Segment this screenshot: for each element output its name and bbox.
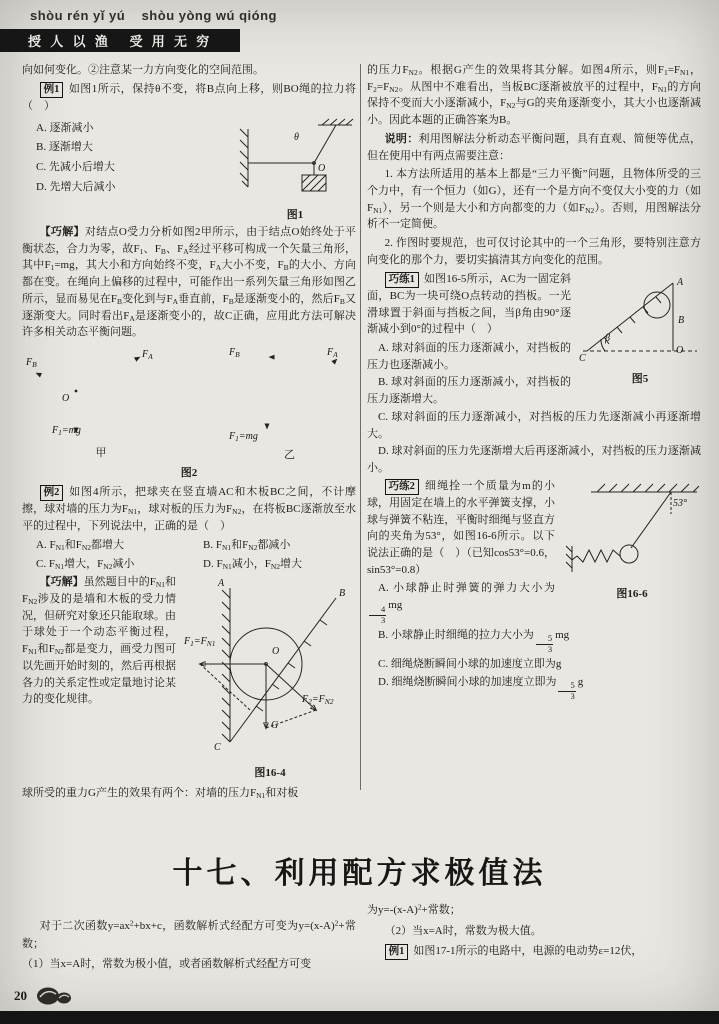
publisher-logo-icon <box>36 986 72 1011</box>
figure-2-jia <box>26 345 176 463</box>
qiaolian2-text: 细绳拴一个质量为m的小球，用固定在墙上的水平弹簧支撑，小球与弹簧不粘连，平衡时细绳与竖直方向的夹角为53°，如图16-6所示。以下说法正确的是（ ）（已知cos53°=0.6，sin53°=0.8） <box>367 479 555 576</box>
figure-16-4-caption: 图16-4 <box>254 767 286 779</box>
figure-16-5-o-label: O <box>676 344 684 356</box>
qiaolian1-option-b: B. 球对斜面的压力逐渐减小，对挡板的压力逐渐增大。 <box>367 376 571 406</box>
qiaolian2-option-b: B. 小球静止时细绳的拉力大小为 $\frac{5}{3}$ mg <box>378 628 570 655</box>
figure-16-6 <box>563 480 701 603</box>
example2-text: 如图4所示，把球夹在竖直墙AC和木板BC之间，不计摩擦，球对墙的压力为$F_{N1}$，球对板的压力为$F_{N2}$，在将板BC逐渐放至水平的过程中，下列说法中，正确的是（ ） <box>22 486 356 533</box>
qiaolian2-tag: 巧练2 <box>385 479 419 495</box>
qiaolian2-option-c: C. 细绳烧断瞬间小球的加速度立即为g <box>378 657 562 670</box>
figure-16-4-c-label: C <box>214 742 221 754</box>
example2-option-c: C. $F_{N1}$增大，$F_{N2}$减小 <box>36 557 135 571</box>
qiaojie2-block <box>22 574 356 779</box>
figure-2 <box>22 345 356 463</box>
figure-2-jia-drawing <box>26 345 176 439</box>
example2-tag: 例2 <box>40 485 64 501</box>
figure-16-5-caption: 图5 <box>631 373 649 386</box>
qiaolian1-option-d: D. 球对斜面的压力先逐渐增大后再逐渐减小，对挡板的压力逐渐减小。 <box>367 445 701 474</box>
note1-paragraph: 1. 本方法所适用的基本上都是“三力平衡”问题，且物体所受的三个力中，有一个恒力（如G），还有一个是方向不变仅大小变的力（如$F_{N1}$），另一个则是大小和方向都变的力（如$F_{N2}$）。否则，用图解法分析不一定简便。 <box>367 168 702 231</box>
figure-2-o-label: O <box>62 393 70 405</box>
section2-example1-tag: 例1 <box>385 944 409 960</box>
figure-2-fb-label: $F_B$ <box>26 357 37 369</box>
figure-1 <box>234 117 356 224</box>
example1-option-d: D. 先增大后减小 <box>36 180 116 193</box>
left-last-paragraph: 球所受的重力G产生的效果有两个：对墙的压力$F_{N1}$和对板 <box>22 786 299 800</box>
figure-16-4-drawing <box>184 576 356 758</box>
case1-paragraph: （1）当x=A时，常数为极小值，或者函数解析式经配方可变 <box>22 958 312 971</box>
figure-16-4-b-label: B <box>339 588 346 600</box>
example1-option-a: A. 逐渐减小 <box>36 121 94 134</box>
example1-paragraph <box>22 81 356 115</box>
figure-2-f1mg-label: $F_1=mg$ <box>52 425 81 437</box>
qiaojie1-paragraph: 【巧解】对结点O受力分析如图2甲所示，由于结点O始终处于平衡状态，合力为零，故$F_1$、$F_B$、$F_A$经过平移可构成一个矢量三角形，其中$F_1=mg$，其大小和方向始终不变，$F_A$大小不变，$F_B$的大小、方向都在变。在绳向上偏移的过程中，可能作出一系列矢量三角形如图乙所示，显而易见在$F_B$变化到与$F_A$垂直前，$F_B$是逐渐变小的，然后$F_B$又逐渐变大。同时看出$F_A$是逐渐变小的，故C正确，应用此方法可解决许多相关动态平衡问题。 <box>22 226 357 339</box>
example1-options <box>22 117 234 224</box>
figure-1-point-o-label: O <box>318 162 326 174</box>
header-pinyin: shòu rén yǐ yú shòu yòng wú qióng <box>30 8 277 23</box>
column-divider-rule <box>360 64 361 790</box>
qiaolian1-text: 如图16-5所示，AC为一固定斜面，BC为一块可绕O点转动的挡板。一光滑球置于斜面与挡板之间，当β角由90°逐渐减小到0°的过程中（ ） <box>367 272 571 336</box>
figure-2-fa2-label: $F_A$ <box>327 347 338 359</box>
example2-option-a: A. $F_{N1}$和$F_{N2}$都增大 <box>36 538 125 552</box>
note2-paragraph: 2. 作图时要规范，也可仅讨论其中的一个三角形，要特别注意方向变化的那个力，要切实搞清其方向变化的范围。 <box>367 237 701 266</box>
quadratic-continuation-paragraph: 为$y=-(x-A)^2+$常数； <box>367 902 461 916</box>
left-column <box>22 62 356 803</box>
shuoming-paragraph: 说明：利用图解法分析动态平衡问题，具有直观、简便等优点，但在使用中有两点需要注意： <box>367 132 702 162</box>
figure-2-f1mg2-label: $F_1=mg$ <box>229 431 258 443</box>
example2-option-b: B. $F_{N1}$和$F_{N2}$都减小 <box>203 538 291 552</box>
example1-option-b: B. 逐渐增大 <box>36 141 93 154</box>
section-title: 十七、利用配方求极值法 <box>172 857 547 890</box>
figure-16-6-angle-label: 53° <box>673 497 687 509</box>
qiaolian1-tag: 巧练1 <box>385 272 419 288</box>
example1-options-row <box>22 117 356 224</box>
figure-16-4-f2-label: $F_2=F_{N2}$ <box>302 694 334 707</box>
figure-2-fa-label: $F_A$ <box>142 349 153 361</box>
qiaojie2-paragraph: 【巧解】虽然题目中的$F_{N1}$和$F_{N2}$涉及的是墙和木板的受力情况，但研究对象还只能取球。由于球处于一个动态平衡过程，$F_{N1}$和$F_{N2}$都是变力，画受力图可以先画开始时刻的，然后再根据各力的关系定性或定量地讨论某力的变化规律。 <box>22 576 177 706</box>
qiaolian1-block <box>367 271 701 477</box>
header-motto-bar <box>0 29 240 52</box>
figure-1-caption: 图1 <box>286 209 304 222</box>
figure-16-5-b-label: B <box>678 314 685 326</box>
figure-2-jia-sublabel: 甲 <box>95 446 107 459</box>
qiaolian1-option-a: A. 球对斜面的压力逐渐减小，对挡板的压力也逐渐减小。 <box>367 341 571 371</box>
figure-16-4 <box>184 576 356 781</box>
example2-paragraph <box>22 484 356 535</box>
qiaolian1-option-c: C. 球对斜面的压力逐渐减小，对挡板的压力先逐渐减小再逐渐增大。 <box>367 410 701 440</box>
example1-option-c: C. 先减小后增大 <box>36 161 115 174</box>
bottom-left-column <box>22 918 356 977</box>
figure-1-angle-label: θ <box>294 131 299 143</box>
figure-2-fb2-label: $F_B$ <box>229 347 240 359</box>
case2-paragraph: （2）当x=A时，常数为极大值。 <box>384 924 542 937</box>
bottom-right-column <box>367 902 701 964</box>
figure-16-5-c-label: C <box>579 352 586 364</box>
example1-text: 如图1所示，保持θ不变，将B点向上移，则BO绳的拉力将（ ） <box>22 82 356 112</box>
figure-2-yi <box>227 345 352 463</box>
quadratic-intro-paragraph: 对于二次函数$y=ax^2+bx+c$，函数解析式经配方可变为$y=(x-A)^2+$常数； <box>22 918 356 950</box>
figure-16-4-g-label: G <box>271 720 279 732</box>
figure-16-6-drawing <box>563 480 701 580</box>
example1-tag: 例1 <box>40 82 64 98</box>
figure-16-5 <box>579 273 701 388</box>
section2-example1-paragraph <box>367 943 701 961</box>
example2-options-row1 <box>22 537 356 554</box>
figure-16-5-a-label: A <box>677 276 684 288</box>
figure-2-yi-sublabel: 乙 <box>284 448 295 461</box>
figure-16-6-caption: 图16-6 <box>616 588 648 601</box>
example2-options-row2 <box>22 556 356 573</box>
bottom-edge-bar <box>0 1011 719 1024</box>
example2-option-d: D. $F_{N1}$减小，$F_{N2}$增大 <box>203 557 303 571</box>
qiaolian2-option-d: D. 细绳烧断瞬间小球的加速度立即为 $\frac{5}{3}$ g <box>378 675 584 702</box>
right-continuation-paragraph: 的压力$F_{N2}$。根据G产生的效果将其分解。如图4所示，则$F_1=F_{N1}$，$F_2=F_{N2}$。从图中不难看出，当板BC逐渐被放平的过程中，$F_{N1}$的方向保持不变而大小逐渐减小，$F_{N2}$与G的夹角逐渐变小，其大小也逐渐减小。因此本题的正确答案为B。 <box>367 64 702 127</box>
figure-16-4-o-label: O <box>272 646 280 658</box>
figure-16-4-f1-label: $F_1=F_{N1}$ <box>184 636 216 649</box>
qiaolian2-option-a: A. 小球静止时弹簧的弹力大小为 $\frac{4}{3}$ mg <box>367 580 701 625</box>
qiaolian2-block <box>367 478 701 702</box>
continuation-paragraph: 向如何变化。②注意某一力方向变化的空间范围。 <box>22 64 264 76</box>
figure-2-caption: 图2 <box>180 466 198 479</box>
figure-16-5-beta-label: β <box>605 332 610 344</box>
page-number: 20 <box>14 988 27 1003</box>
right-column <box>367 62 701 703</box>
section2-example1-text: 如图17-1所示的电路中，电源的电动势ε=12伏， <box>413 945 643 958</box>
figure-16-4-a-label: A <box>218 578 225 590</box>
header-motto-text: 授 人 以 渔 受 用 无 穷 <box>28 34 213 49</box>
